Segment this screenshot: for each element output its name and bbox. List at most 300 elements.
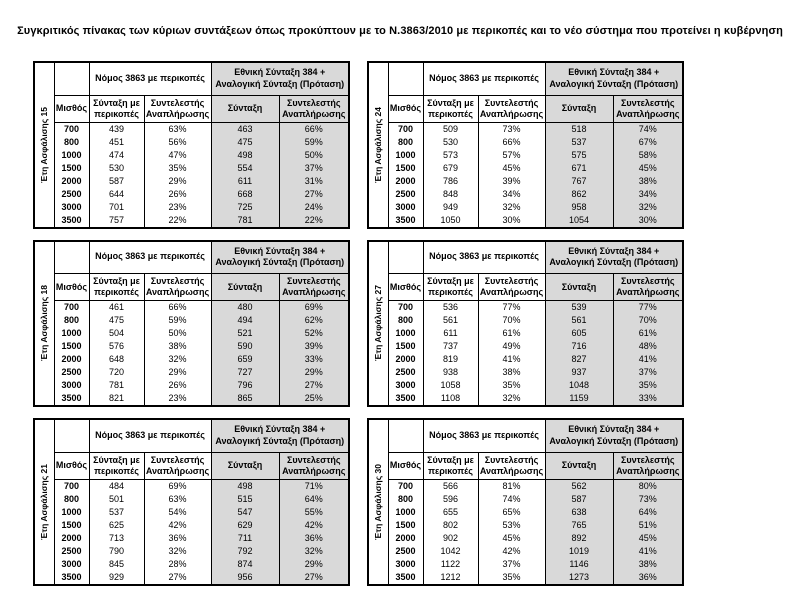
- pension-cut-cell: 713: [89, 532, 144, 545]
- proposal-pension-cell: 1146: [545, 558, 613, 571]
- proposal-replacement-rate-cell: 41%: [613, 545, 683, 558]
- proposal-replacement-rate-cell: 51%: [613, 519, 683, 532]
- pension-cut-header: Σύνταξη με περικοπές: [89, 452, 144, 479]
- replacement-rate-cell: 29%: [144, 175, 211, 188]
- group-header-row: [368, 241, 683, 274]
- pension-comparison-table: [367, 240, 684, 408]
- table-row: [34, 149, 349, 162]
- table-row: [34, 314, 349, 327]
- table-row: [368, 188, 683, 201]
- proposal-pension-cell: 498: [211, 479, 279, 493]
- table-row: [368, 353, 683, 366]
- proposal-replacement-rate-cell: 38%: [613, 175, 683, 188]
- proposal-replacement-rate-cell: 73%: [613, 493, 683, 506]
- salary-cell: 800: [388, 493, 423, 506]
- proposal-replacement-rate-cell: 22%: [279, 214, 349, 228]
- proposal-replacement-rate-cell: 77%: [613, 301, 683, 315]
- replacement-rate-header: Συντελεστής Αναπλήρωσης: [478, 95, 545, 122]
- proposal-group-header: Εθνική Σύνταξη 384 + Αναλογική Σύνταξη (Πρόταση): [545, 241, 683, 274]
- table-row: [34, 479, 349, 493]
- proposal-replacement-rate-cell: 27%: [279, 188, 349, 201]
- replacement-rate-cell: 41%: [478, 353, 545, 366]
- replacement-rate-cell: 74%: [478, 493, 545, 506]
- years-of-insurance-cell: [368, 241, 388, 407]
- table-row: [34, 201, 349, 214]
- table-row: [34, 532, 349, 545]
- salary-cell: 800: [54, 136, 89, 149]
- table-row: [34, 136, 349, 149]
- proposal-pension-cell: 611: [211, 175, 279, 188]
- table-row: [34, 122, 349, 136]
- salary-header: Μισθός: [388, 452, 423, 479]
- table-row: [368, 136, 683, 149]
- table-row: [34, 188, 349, 201]
- proposal-group-header: Εθνική Σύνταξη 384 + Αναλογική Σύνταξη (Πρόταση): [211, 241, 349, 274]
- salary-cell: 2500: [54, 545, 89, 558]
- salary-cell: 3000: [388, 201, 423, 214]
- pension-cut-cell: 701: [89, 201, 144, 214]
- salary-header: Μισθός: [54, 274, 89, 301]
- proposal-replacement-rate-cell: 33%: [613, 392, 683, 406]
- pension-cut-cell: 611: [423, 327, 478, 340]
- salary-cell: 3500: [54, 571, 89, 585]
- group-header-row: [34, 241, 349, 274]
- pension-cut-cell: 1212: [423, 571, 478, 585]
- proposal-replacement-rate-cell: 55%: [279, 506, 349, 519]
- salary-cell: 2000: [54, 175, 89, 188]
- proposal-pension-cell: 480: [211, 301, 279, 315]
- salary-cell: 1500: [54, 340, 89, 353]
- pension-cut-cell: 1122: [423, 558, 478, 571]
- salary-cell: 1500: [388, 519, 423, 532]
- proposal-pension-cell: 892: [545, 532, 613, 545]
- replacement-rate-cell: 26%: [144, 379, 211, 392]
- pension-comparison-table: [33, 418, 350, 586]
- proposal-pension-cell: 792: [211, 545, 279, 558]
- pension-cut-cell: 484: [89, 479, 144, 493]
- proposal-pension-cell: 827: [545, 353, 613, 366]
- table-row: [34, 379, 349, 392]
- years-of-insurance-cell: [34, 241, 54, 407]
- replacement-rate-cell: 22%: [144, 214, 211, 228]
- replacement-rate-cell: 69%: [144, 479, 211, 493]
- table-row: [368, 519, 683, 532]
- replacement-rate-cell: 39%: [478, 175, 545, 188]
- blank-header-cell: [388, 419, 423, 452]
- salary-cell: 800: [54, 314, 89, 327]
- salary-cell: 1500: [388, 162, 423, 175]
- proposal-replacement-rate-cell: 45%: [613, 532, 683, 545]
- proposal-pension-cell: 547: [211, 506, 279, 519]
- proposal-replacement-rate-header: Συντελεστής Αναπλήρωσης: [613, 452, 683, 479]
- proposal-replacement-rate-cell: 71%: [279, 479, 349, 493]
- salary-cell: 800: [388, 314, 423, 327]
- years-of-insurance-label: Έτη Ασφάλισης 27: [373, 285, 384, 362]
- proposal-replacement-rate-cell: 58%: [613, 149, 683, 162]
- proposal-replacement-rate-cell: 59%: [279, 136, 349, 149]
- salary-cell: 1000: [388, 149, 423, 162]
- table-row: [368, 175, 683, 188]
- pension-cut-cell: 530: [89, 162, 144, 175]
- proposal-replacement-rate-cell: 61%: [613, 327, 683, 340]
- salary-header: Μισθός: [388, 95, 423, 122]
- proposal-pension-cell: 796: [211, 379, 279, 392]
- replacement-rate-cell: 61%: [478, 327, 545, 340]
- pension-cut-cell: 644: [89, 188, 144, 201]
- proposal-replacement-rate-cell: 62%: [279, 314, 349, 327]
- years-of-insurance-cell: [368, 62, 388, 228]
- replacement-rate-cell: 37%: [478, 558, 545, 571]
- years-of-insurance-inner: [35, 65, 53, 225]
- proposal-replacement-rate-cell: 32%: [279, 545, 349, 558]
- proposal-pension-header: Σύνταξη: [211, 274, 279, 301]
- proposal-pension-cell: 590: [211, 340, 279, 353]
- pension-cut-cell: 786: [423, 175, 478, 188]
- pension-cut-cell: 573: [423, 149, 478, 162]
- table-row: [368, 571, 683, 585]
- table-row: [368, 149, 683, 162]
- proposal-replacement-rate-cell: 64%: [613, 506, 683, 519]
- table-row: [368, 314, 683, 327]
- subheader-row: [34, 452, 349, 479]
- proposal-pension-cell: 716: [545, 340, 613, 353]
- replacement-rate-cell: 63%: [144, 122, 211, 136]
- salary-cell: 2500: [388, 366, 423, 379]
- salary-cell: 2000: [54, 532, 89, 545]
- years-of-insurance-cell: [34, 419, 54, 585]
- pension-cut-cell: 720: [89, 366, 144, 379]
- pension-cut-cell: 737: [423, 340, 478, 353]
- proposal-replacement-rate-cell: 41%: [613, 353, 683, 366]
- salary-cell: 800: [54, 493, 89, 506]
- salary-cell: 1500: [54, 162, 89, 175]
- replacement-rate-cell: 42%: [478, 545, 545, 558]
- subheader-row: [368, 274, 683, 301]
- replacement-rate-cell: 50%: [144, 327, 211, 340]
- pension-cut-cell: 509: [423, 122, 478, 136]
- salary-cell: 1000: [54, 149, 89, 162]
- salary-cell: 1500: [54, 519, 89, 532]
- proposal-pension-cell: 958: [545, 201, 613, 214]
- proposal-pension-cell: 554: [211, 162, 279, 175]
- salary-cell: 700: [54, 301, 89, 315]
- proposal-replacement-rate-cell: 66%: [279, 122, 349, 136]
- proposal-pension-cell: 862: [545, 188, 613, 201]
- replacement-rate-cell: 38%: [144, 340, 211, 353]
- proposal-pension-header: Σύνταξη: [211, 95, 279, 122]
- pension-cut-cell: 679: [423, 162, 478, 175]
- proposal-replacement-rate-cell: 29%: [279, 558, 349, 571]
- proposal-replacement-rate-cell: 74%: [613, 122, 683, 136]
- subheader-row: [34, 274, 349, 301]
- replacement-rate-cell: 73%: [478, 122, 545, 136]
- pension-cut-cell: 757: [89, 214, 144, 228]
- replacement-rate-cell: 29%: [144, 366, 211, 379]
- replacement-rate-cell: 66%: [478, 136, 545, 149]
- replacement-rate-cell: 35%: [478, 379, 545, 392]
- salary-header: Μισθός: [54, 452, 89, 479]
- proposal-pension-header: Σύνταξη: [545, 95, 613, 122]
- table-row: [368, 479, 683, 493]
- salary-cell: 3000: [54, 558, 89, 571]
- pension-cut-header: Σύνταξη με περικοπές: [423, 95, 478, 122]
- table-row: [34, 327, 349, 340]
- blank-header-cell: [54, 241, 89, 274]
- years-of-insurance-label: Έτη Ασφάλισης 15: [39, 106, 50, 183]
- pension-cut-cell: 587: [89, 175, 144, 188]
- replacement-rate-cell: 30%: [478, 214, 545, 228]
- years-of-insurance-inner: [35, 243, 53, 403]
- proposal-replacement-rate-cell: 31%: [279, 175, 349, 188]
- salary-cell: 700: [388, 479, 423, 493]
- replacement-rate-cell: 63%: [144, 493, 211, 506]
- proposal-pension-header: Σύνταξη: [545, 452, 613, 479]
- table-row: [34, 392, 349, 406]
- pension-cut-cell: 949: [423, 201, 478, 214]
- proposal-pension-cell: 781: [211, 214, 279, 228]
- proposal-replacement-rate-cell: 25%: [279, 392, 349, 406]
- pension-cut-cell: 781: [89, 379, 144, 392]
- proposal-pension-cell: 638: [545, 506, 613, 519]
- group-header-row: [368, 62, 683, 95]
- salary-cell: 3000: [54, 379, 89, 392]
- table-row: [368, 162, 683, 175]
- proposal-replacement-rate-cell: 24%: [279, 201, 349, 214]
- salary-cell: 1500: [388, 340, 423, 353]
- proposal-pension-cell: 956: [211, 571, 279, 585]
- table-row: [34, 214, 349, 228]
- proposal-pension-cell: 671: [545, 162, 613, 175]
- replacement-rate-header: Συντελεστής Αναπλήρωσης: [144, 452, 211, 479]
- law-group-header: Νόμος 3863 με περικοπές: [89, 419, 211, 452]
- replacement-rate-cell: 49%: [478, 340, 545, 353]
- salary-header: Μισθός: [54, 95, 89, 122]
- proposal-pension-cell: 1054: [545, 214, 613, 228]
- proposal-pension-cell: 659: [211, 353, 279, 366]
- pension-cut-cell: 504: [89, 327, 144, 340]
- replacement-rate-cell: 32%: [478, 201, 545, 214]
- pension-comparison-table: [33, 240, 350, 408]
- tables-grid: [33, 61, 682, 586]
- table-row: [368, 558, 683, 571]
- subheader-row: [368, 95, 683, 122]
- years-of-insurance-inner: [369, 243, 387, 403]
- replacement-rate-cell: 56%: [144, 136, 211, 149]
- table-row: [368, 532, 683, 545]
- salary-cell: 2000: [388, 175, 423, 188]
- pension-cut-cell: 821: [89, 392, 144, 406]
- proposal-pension-cell: 562: [545, 479, 613, 493]
- table-row: [368, 214, 683, 228]
- proposal-group-header: Εθνική Σύνταξη 384 + Αναλογική Σύνταξη (Πρόταση): [545, 419, 683, 452]
- pension-cut-cell: 576: [89, 340, 144, 353]
- years-of-insurance-inner: [35, 422, 53, 582]
- pension-cut-header: Σύνταξη με περικοπές: [423, 452, 478, 479]
- replacement-rate-cell: 27%: [144, 571, 211, 585]
- pension-cut-cell: 566: [423, 479, 478, 493]
- years-of-insurance-label: Έτη Ασφάλισης 21: [39, 463, 50, 540]
- pension-cut-header: Σύνταξη με περικοπές: [89, 95, 144, 122]
- proposal-replacement-rate-header: Συντελεστής Αναπλήρωσης: [279, 95, 349, 122]
- replacement-rate-cell: 32%: [144, 545, 211, 558]
- replacement-rate-header: Συντελεστής Αναπλήρωσης: [144, 95, 211, 122]
- pension-cut-cell: 596: [423, 493, 478, 506]
- proposal-replacement-rate-header: Συντελεστής Αναπλήρωσης: [279, 274, 349, 301]
- salary-cell: 1000: [54, 327, 89, 340]
- blank-header-cell: [388, 241, 423, 274]
- pension-cut-cell: 475: [89, 314, 144, 327]
- table-row: [368, 379, 683, 392]
- proposal-pension-cell: 518: [545, 122, 613, 136]
- replacement-rate-cell: 32%: [478, 392, 545, 406]
- replacement-rate-cell: 32%: [144, 353, 211, 366]
- group-header-row: [34, 62, 349, 95]
- proposal-replacement-rate-cell: 35%: [613, 379, 683, 392]
- salary-cell: 3500: [388, 214, 423, 228]
- replacement-rate-cell: 45%: [478, 532, 545, 545]
- proposal-replacement-rate-cell: 36%: [279, 532, 349, 545]
- law-group-header: Νόμος 3863 με περικοπές: [423, 419, 545, 452]
- salary-cell: 3500: [388, 392, 423, 406]
- proposal-replacement-rate-cell: 42%: [279, 519, 349, 532]
- law-group-header: Νόμος 3863 με περικοπές: [423, 241, 545, 274]
- salary-cell: 700: [54, 122, 89, 136]
- proposal-replacement-rate-cell: 50%: [279, 149, 349, 162]
- proposal-pension-cell: 865: [211, 392, 279, 406]
- salary-cell: 3500: [54, 392, 89, 406]
- proposal-pension-cell: 515: [211, 493, 279, 506]
- pension-cut-cell: 1042: [423, 545, 478, 558]
- salary-cell: 3500: [54, 214, 89, 228]
- pension-cut-cell: 501: [89, 493, 144, 506]
- salary-cell: 3000: [388, 379, 423, 392]
- proposal-replacement-rate-cell: 67%: [613, 136, 683, 149]
- law-group-header: Νόμος 3863 με περικοπές: [89, 241, 211, 274]
- table-row: [34, 162, 349, 175]
- proposal-replacement-rate-header: Συντελεστής Αναπλήρωσης: [613, 274, 683, 301]
- table-row: [34, 493, 349, 506]
- replacement-rate-cell: 77%: [478, 301, 545, 315]
- blank-header-cell: [54, 62, 89, 95]
- pension-cut-cell: 439: [89, 122, 144, 136]
- salary-cell: 2500: [54, 188, 89, 201]
- proposal-replacement-rate-cell: 64%: [279, 493, 349, 506]
- pension-cut-cell: 530: [423, 136, 478, 149]
- replacement-rate-cell: 23%: [144, 201, 211, 214]
- proposal-pension-cell: 1159: [545, 392, 613, 406]
- proposal-replacement-rate-cell: 45%: [613, 162, 683, 175]
- proposal-pension-cell: 668: [211, 188, 279, 201]
- pension-cut-cell: 1058: [423, 379, 478, 392]
- replacement-rate-cell: 45%: [478, 162, 545, 175]
- proposal-pension-cell: 874: [211, 558, 279, 571]
- salary-cell: 3500: [388, 571, 423, 585]
- table-row: [368, 301, 683, 315]
- pension-cut-cell: 561: [423, 314, 478, 327]
- pension-cut-cell: 451: [89, 136, 144, 149]
- page-title: Συγκριτικός πίνακας των κύριων συντάξεων όπως προκύπτουν με το Ν.3863/2010 με περικοπές και το νέο σύστημα που προτείνει η κυβέρνηση: [17, 25, 783, 37]
- table-row: [368, 545, 683, 558]
- proposal-pension-cell: 1019: [545, 545, 613, 558]
- years-of-insurance-label: Έτη Ασφάλισης 24: [373, 106, 384, 183]
- salary-cell: 1000: [388, 327, 423, 340]
- proposal-pension-cell: 765: [545, 519, 613, 532]
- proposal-replacement-rate-cell: 37%: [279, 162, 349, 175]
- table-row: [368, 327, 683, 340]
- salary-cell: 1000: [388, 506, 423, 519]
- replacement-rate-cell: 57%: [478, 149, 545, 162]
- proposal-replacement-rate-cell: 70%: [613, 314, 683, 327]
- proposal-group-header: Εθνική Σύνταξη 384 + Αναλογική Σύνταξη (Πρόταση): [211, 62, 349, 95]
- years-of-insurance-inner: [369, 422, 387, 582]
- proposal-replacement-rate-cell: 36%: [613, 571, 683, 585]
- pension-cut-cell: 790: [89, 545, 144, 558]
- salary-cell: 2500: [54, 366, 89, 379]
- proposal-pension-cell: 937: [545, 366, 613, 379]
- salary-cell: 2500: [388, 188, 423, 201]
- proposal-group-header: Εθνική Σύνταξη 384 + Αναλογική Σύνταξη (Πρόταση): [211, 419, 349, 452]
- proposal-replacement-rate-cell: 69%: [279, 301, 349, 315]
- table-row: [34, 571, 349, 585]
- proposal-pension-cell: 498: [211, 149, 279, 162]
- salary-cell: 2000: [388, 532, 423, 545]
- years-of-insurance-label: Έτη Ασφάλισης 30: [373, 463, 384, 540]
- group-header-row: [368, 419, 683, 452]
- table-row: [368, 493, 683, 506]
- pension-cut-cell: 819: [423, 353, 478, 366]
- proposal-replacement-rate-cell: 38%: [613, 558, 683, 571]
- replacement-rate-header: Συντελεστής Αναπλήρωσης: [478, 274, 545, 301]
- replacement-rate-cell: 42%: [144, 519, 211, 532]
- replacement-rate-cell: 81%: [478, 479, 545, 493]
- table-row: [34, 545, 349, 558]
- law-group-header: Νόμος 3863 με περικοπές: [423, 62, 545, 95]
- proposal-replacement-rate-cell: 32%: [613, 201, 683, 214]
- proposal-replacement-rate-cell: 39%: [279, 340, 349, 353]
- salary-cell: 700: [54, 479, 89, 493]
- table-row: [34, 340, 349, 353]
- replacement-rate-header: Συντελεστής Αναπλήρωσης: [478, 452, 545, 479]
- proposal-replacement-rate-cell: 37%: [613, 366, 683, 379]
- salary-cell: 2000: [54, 353, 89, 366]
- subheader-row: [368, 452, 683, 479]
- proposal-pension-header: Σύνταξη: [545, 274, 613, 301]
- salary-cell: 700: [388, 122, 423, 136]
- proposal-pension-cell: 727: [211, 366, 279, 379]
- replacement-rate-cell: 26%: [144, 188, 211, 201]
- replacement-rate-cell: 70%: [478, 314, 545, 327]
- pension-comparison-table: [33, 61, 350, 229]
- salary-cell: 3000: [54, 201, 89, 214]
- proposal-pension-cell: 1273: [545, 571, 613, 585]
- proposal-replacement-rate-cell: 27%: [279, 379, 349, 392]
- proposal-replacement-rate-cell: 34%: [613, 188, 683, 201]
- proposal-pension-cell: 521: [211, 327, 279, 340]
- proposal-replacement-rate-cell: 27%: [279, 571, 349, 585]
- pension-cut-cell: 648: [89, 353, 144, 366]
- proposal-pension-cell: 475: [211, 136, 279, 149]
- replacement-rate-cell: 36%: [144, 532, 211, 545]
- pension-cut-cell: 929: [89, 571, 144, 585]
- pension-comparison-table: [367, 418, 684, 586]
- proposal-pension-cell: 605: [545, 327, 613, 340]
- replacement-rate-cell: 38%: [478, 366, 545, 379]
- pension-cut-cell: 625: [89, 519, 144, 532]
- proposal-pension-cell: 767: [545, 175, 613, 188]
- group-header-row: [34, 419, 349, 452]
- table-row: [368, 366, 683, 379]
- proposal-pension-cell: 1048: [545, 379, 613, 392]
